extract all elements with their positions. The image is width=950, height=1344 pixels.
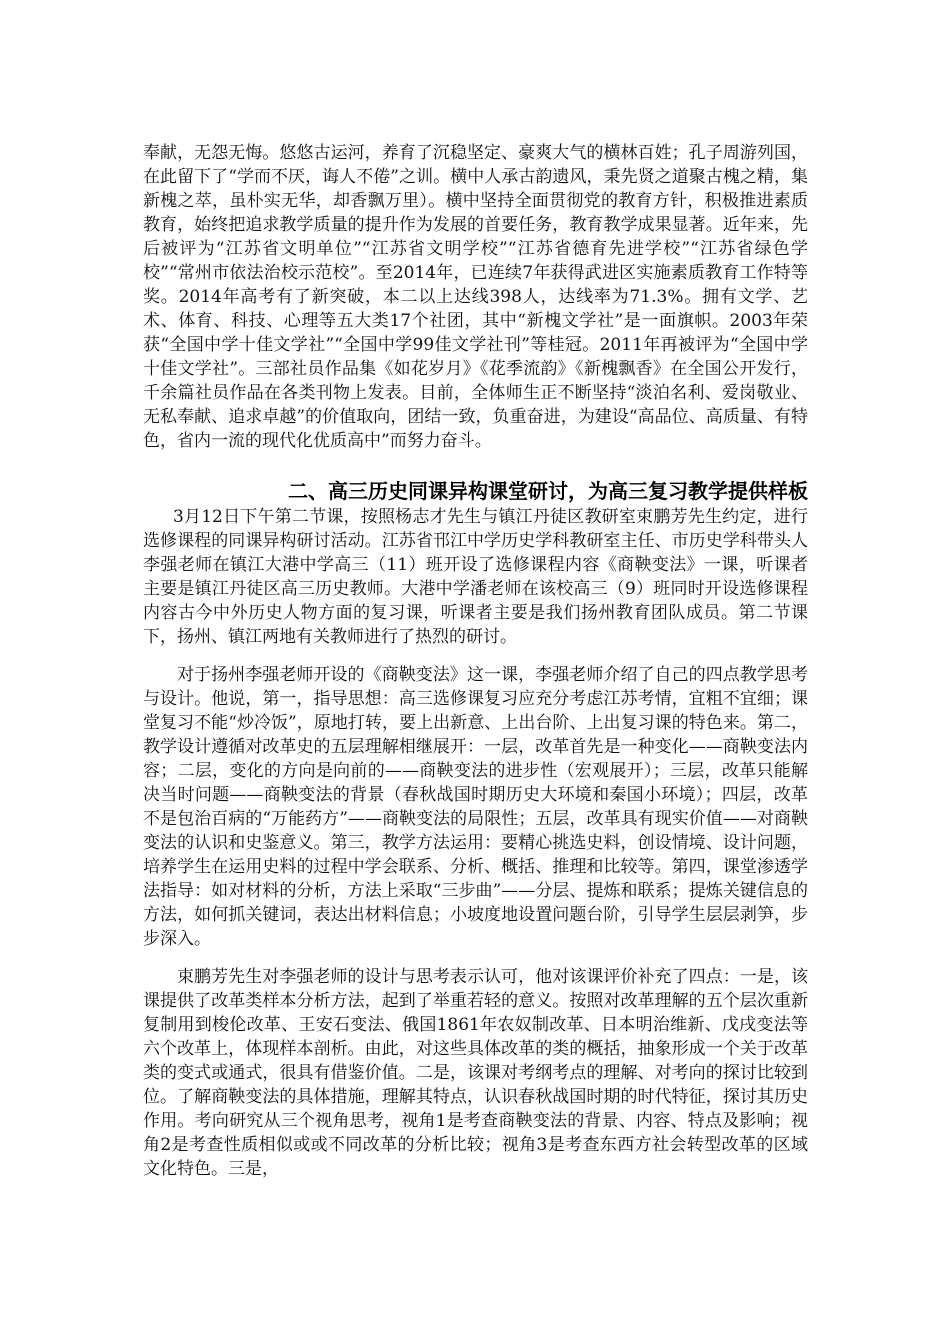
section-body xyxy=(143,505,808,1181)
school-intro-paragraph: 奉献，无怨无悔。悠悠古运河，养育了沉稳坚定、豪爽大气的横林百姓；孔子周游列国，在此留下了“学而不厌，诲人不倦”之训。横中人承古韵遗风，秉先贤之道聚古槐之精，集新槐之萃，虽朴实无华，却香飘万里）。横中坚持全面贯彻党的教育方针，积极推进素质教育，始终把追求教学质量的提升作为发展的首要任务，教育教学成果显著。近年来，先后被评为“江苏省文明单位”“江苏省文明学校”“江苏省德育先进学校”“江苏省绿色学校”“常州市依法治校示范校”。至2014年，已连续7年获得武进区实施素质教育工作特等奖。2014年高考有了新突破，本二以上达线398人，达线率为71.3%。拥有文学、艺术、体育、科技、心理等五大类17个社团，其中“新槐文学社”是一面旗帜。2003年荣获“全国中学十佳文学社”“全国中学99佳文学社刊”等桂冠。2011年再被评为“全国中学十佳文学社”。三部社员作品集《如花岁月》《花季流韵》《新槐飘香》在全国公开发行，千余篇社员作品在各类刊物上发表。目前，全体师生正不断坚持“淡泊名利、爱岗敬业、无私奉献、追求卓越”的价值取向，团结一致，负重奋进，为建设“高品位、高质量、有特色，省内一流的现代化优质高中”而努力奋斗。 xyxy=(143,143,808,451)
section-heading: 二、高三历史同课异构课堂研讨，为高三复习教学提供样板 xyxy=(288,479,808,503)
review-paragraph: 束鹏芳先生对李强老师的设计与思考表示认可，他对该课评价补充了四点：一是，该课提供了改革类样本分析方法，起到了举重若轻的意义。按照对改革理解的五个层次重新复制用到梭伦改革、王安石变法、俄国1861年农奴制改革、日本明治维新、戊戌变法等六个改革上，体现样本剖析。由此，对这些具体改革的类的概括，抽象形成一个关于改革类的变式或通式，很具有借鉴价值。二是，该课对考纲考点的理解、对考向的探讨比较到位。了解商鞅变法的具体措施，理解其特点，认识春秋战国时期的时代特征，探讨其历史作用。考向研究从三个视角思考，视角1是考查商鞅变法的背景、内容、特点及影响；视角2是考查性质相似或或不同改革的分析比较；视角3是考查东西方社会转型改革的区域文化特色。三是， xyxy=(143,967,808,1179)
lesson-design-paragraph: 对于扬州李强老师开设的《商鞅变法》这一课，李强老师介绍了自己的四点教学思考与设计。他说，第一，指导思想：高三选修课复习应充分考虑江苏考情，宜粗不宜细；课堂复习不能“炒冷饭”，原地打转，要上出新意、上出台阶、上出复习课的特色来。第二，教学设计遵循对改革史的五层理解相继展开：一层，改革首先是一种变化——商鞅变法内容；二层，变化的方向是向前的——商鞅变法的进步性（宏观展开）；三层，改革只能解决当时问题——商鞅变法的背景（春秋战国时期历史大环境和秦国小环境）；四层，改革不是包治百病的“万能药方”——商鞅变法的局限性；五层，改革具有现实价值——对商鞅变法的认识和史鉴意义。第三，教学方法运用：要精心挑选史料，创设情境、设计问题，培养学生在运用史料的过程中学会联系、分析、概括、推理和比较等。第四，课堂渗透学法指导：如对材料的分析，方法上采取“三步曲”——分层、提炼和联系；提炼关键信息的方法，如何抓关键词，表达出材料信息；小坡度地设置问题台阶，引导学生层层剥笋，步步深入。 xyxy=(143,665,808,949)
activity-paragraph: 3月12日下午第二节课，按照杨志才先生与镇江丹徒区教研室束鹏芳先生约定，进行选修课程的同课异构研讨活动。江苏省邗江中学历史学科教研室主任、市历史学科带头人李强老师在镇江大港中学高三（11）班开设了选修课程内容《商鞅变法》一课，听课者主要是镇江丹徒区高三历史教师。大港中学潘老师在该校高三（9）班同时开设选修课程内容古今中外历史人物方面的复习课，听课者主要是我们扬州教育团队成员。第二节课下，扬州、镇江两地有关教师进行了热烈的研讨。 xyxy=(143,507,808,647)
intro-block xyxy=(143,141,808,453)
